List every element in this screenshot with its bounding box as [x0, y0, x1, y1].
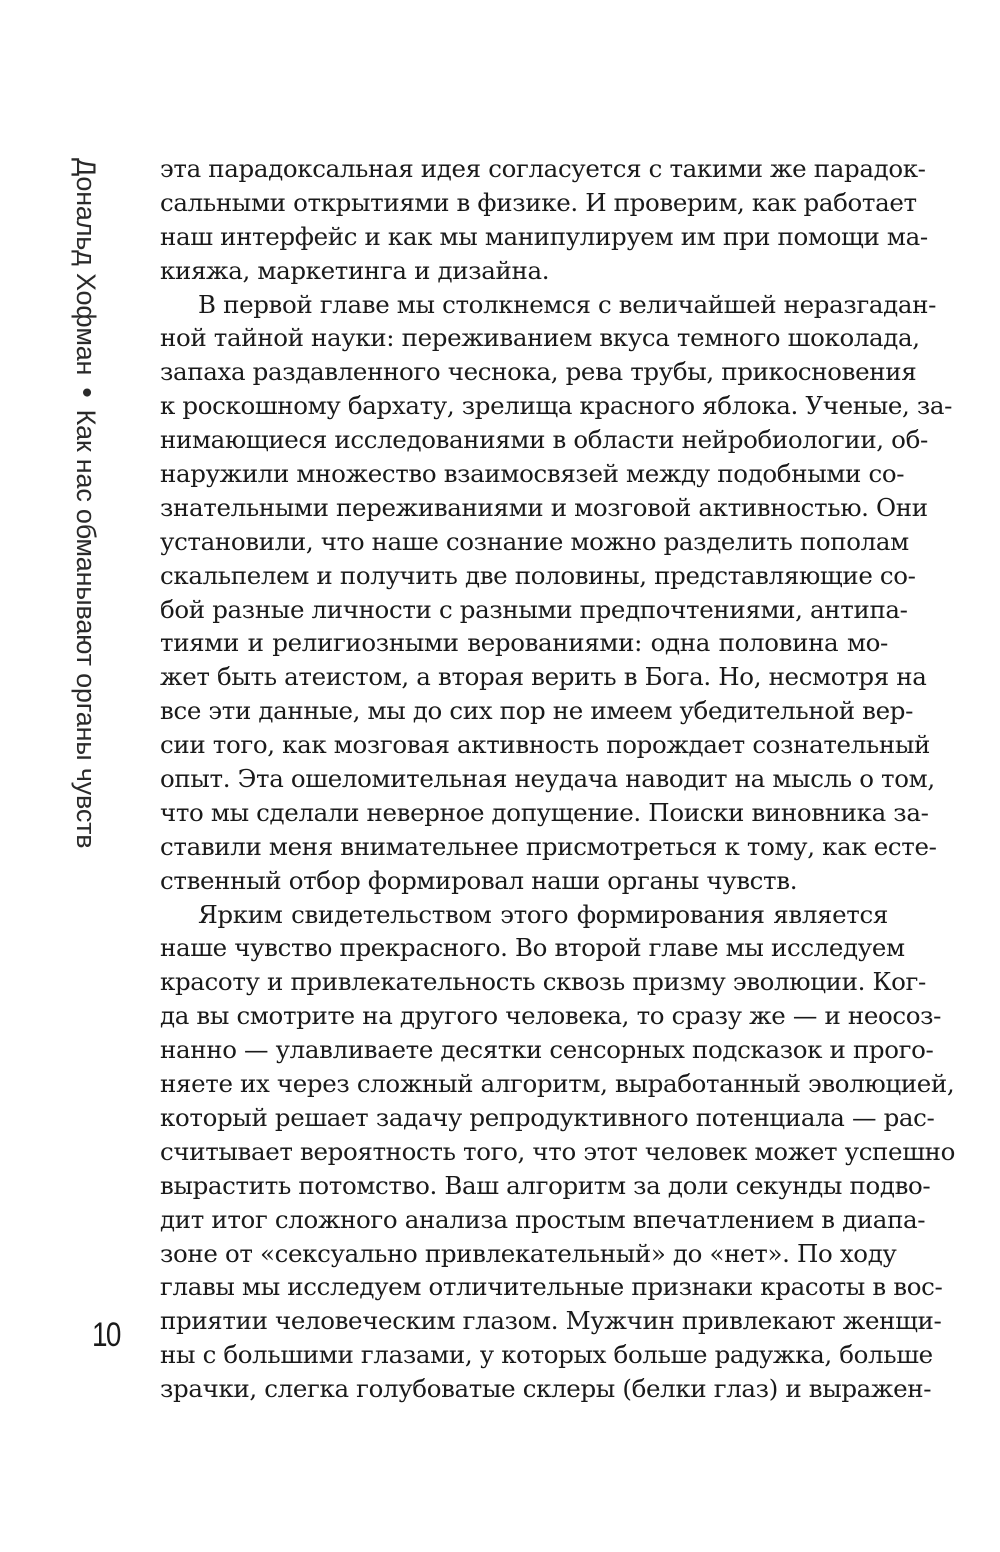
text-line: ны с большими глазами, у которых больше радужка, больше — [160, 1340, 933, 1370]
text-line: знательными переживаниями и мозговой активностью. Они — [160, 492, 928, 522]
text-line: ственный отбор формировал наши органы чувств. — [160, 865, 798, 895]
text-line: кияжа, маркетинга и дизайна. — [160, 255, 550, 285]
text-line: установили, что наше сознание можно разделить пополам — [160, 526, 909, 556]
text-line: бой разные личности с разными предпочтениями, антипа- — [160, 594, 908, 624]
text-line: няете их через сложный алгоритм, выработанный эволюцией, — [160, 1069, 955, 1099]
running-head-separator: • — [70, 387, 103, 398]
page-number: 10 — [92, 1316, 120, 1354]
paragraph-3 — [160, 898, 955, 1406]
text-line: главы мы исследуем отличительные признаки красоты в вос- — [160, 1272, 943, 1302]
text-line: наружили множество взаимосвязей между подобными со- — [160, 459, 905, 489]
text-line: зоне от «сексуально привлекательный» до «нет». По ходу — [160, 1238, 897, 1268]
body-text — [160, 152, 955, 1406]
text-line: скальпелем и получить две половины, представляющие со- — [160, 560, 916, 590]
text-line: эта парадоксальная идея согласуется с такими же парадок- — [160, 154, 926, 183]
text-line: В первой главе мы столкнемся с величайшей неразгадан- — [198, 289, 937, 319]
text-line: ставили меня внимательнее присмотреться к тому, как есте- — [160, 831, 937, 861]
text-line: Ярким свидетельством этого формирования является — [198, 899, 888, 929]
text-line: дит итог сложного анализа простым впечатлением в диапа- — [160, 1204, 926, 1234]
text-line: который решает задачу репродуктивного потенциала — рас- — [160, 1102, 935, 1132]
text-line: ной тайной науки: переживанием вкуса темного шоколада, — [160, 323, 920, 353]
text-line: наш интерфейс и как мы манипулируем им при помощи ма- — [160, 221, 928, 251]
running-head-title: Как нас обманывают органы чувств — [71, 409, 102, 849]
text-line: красоту и привлекательность сквозь призму эволюции. Ког- — [160, 967, 926, 997]
paragraph-2 — [160, 288, 953, 898]
text-line: что мы сделали неверное допущение. Поиски виновника за- — [160, 797, 929, 827]
text-line: сальными открытиями в физике. И проверим, как работает — [160, 187, 917, 217]
text-line: вырастить потомство. Ваш алгоритм за доли секунды подво- — [160, 1170, 931, 1200]
text-line: все эти данные, мы до сих пор не имеем убедительной вер- — [160, 696, 914, 726]
text-line: приятии человеческим глазом. Мужчин привлекают женщи- — [160, 1306, 942, 1336]
running-head-author: Дональд Хофман — [71, 158, 102, 376]
text-line: тиями и религиозными верованиями: одна половина мо- — [160, 628, 888, 658]
text-line: нимающиеся исследованиями в области нейробиологии, об- — [160, 425, 928, 455]
text-line: считывает вероятность того, что этот человек может успешно — [160, 1136, 955, 1166]
text-line: наше чувство прекрасного. Во второй главе мы исследуем — [160, 933, 905, 963]
text-line: нанно — улавливаете десятки сенсорных подсказок и прого- — [160, 1035, 934, 1065]
text-line: сии того, как мозговая активность порождает сознательный — [160, 730, 930, 760]
text-line: жет быть атеистом, а вторая верить в Бога. Но, несмотря на — [160, 662, 927, 692]
text-line: опыт. Эта ошеломительная неудача наводит на мысль о том, — [160, 764, 935, 794]
text-line: запаха раздавленного чеснока, рева трубы, прикосновения — [160, 357, 917, 387]
text-line: к роскошному бархату, зрелища красного яблока. Ученые, за- — [160, 391, 953, 421]
paragraph-1 — [160, 152, 928, 288]
text-line: зрачки, слегка голубоватые склеры (белки глаз) и выражен- — [160, 1374, 932, 1404]
running-head — [69, 158, 103, 848]
text-line: да вы смотрите на другого человека, то сразу же — и неосоз- — [160, 1001, 942, 1031]
